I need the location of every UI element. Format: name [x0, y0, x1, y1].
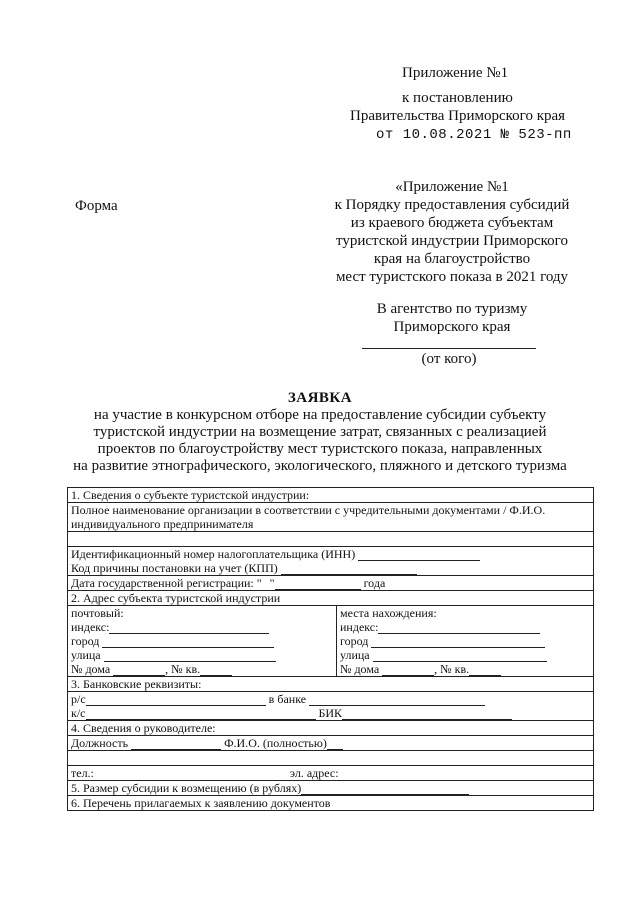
addressee-line1: В агентство по туризму	[376, 301, 528, 317]
in-bank-label: в банке	[268, 692, 307, 706]
postal-house-label: № дома	[71, 662, 111, 676]
appendix2-line1: «Приложение №1	[395, 179, 509, 195]
kpp-row[interactable]	[71, 561, 590, 575]
subtitle-line3: проектов по благоустройству мест туристского показа, направленных	[97, 441, 543, 457]
location-label: места нахождения:	[340, 606, 437, 620]
location-city-field[interactable]	[371, 635, 545, 648]
ids-cell	[68, 547, 594, 576]
org-name-value[interactable]	[68, 532, 594, 547]
postal-city-field[interactable]	[102, 635, 274, 648]
section-4-heading: 4. Сведения о руководителе:	[68, 721, 594, 736]
postal-label: почтовый:	[71, 606, 124, 620]
application-form-table	[67, 487, 594, 811]
contacts-row[interactable]	[68, 766, 594, 781]
position-row[interactable]	[68, 736, 594, 751]
position-field[interactable]	[131, 737, 221, 750]
postal-city-label: город	[71, 634, 100, 648]
document-title: ЗАЯВКА	[287, 390, 353, 406]
bank-cell	[68, 692, 594, 721]
postal-apt-label: , № кв.	[165, 662, 201, 676]
postal-index-field[interactable]	[109, 621, 269, 634]
fio-field[interactable]	[327, 737, 343, 750]
position-label: Должность	[71, 736, 129, 750]
addressee-line2: Приморского края	[393, 319, 511, 335]
bik-field[interactable]	[342, 707, 512, 720]
postal-apt-field[interactable]	[200, 663, 232, 676]
rs-field[interactable]	[86, 693, 266, 706]
section-2-heading: 2. Адрес субъекта туристской индустрии	[68, 591, 594, 606]
from-whom-line	[362, 348, 536, 349]
section-3-heading: 3. Банковские реквизиты:	[68, 677, 594, 692]
reg-date-year: года	[363, 576, 386, 590]
reg-date-quote: "	[269, 576, 275, 590]
location-house-label: № дома	[340, 662, 380, 676]
location-address-cell	[337, 606, 594, 677]
appendix-label: Приложение №1	[402, 65, 509, 81]
location-apt-field[interactable]	[469, 663, 501, 676]
reg-date-label: Дата государственной регистрации: "	[71, 576, 262, 590]
section-1-heading: 1. Сведения о субъекте туристской индустрии:	[68, 488, 594, 503]
government-label: Правительства Приморского края	[350, 108, 566, 124]
postal-address-cell	[68, 606, 337, 677]
subtitle-line1: на участие в конкурсном отборе на предоставление субсидии субъекту	[93, 407, 547, 423]
phone-label: тел.:	[71, 766, 94, 780]
ks-label: к/с	[71, 706, 86, 720]
kpp-label: Код причины постановки на учет (КПП)	[71, 561, 278, 575]
location-apt-label: , № кв.	[434, 662, 470, 676]
bank-name-field[interactable]	[309, 693, 485, 706]
location-street-label: улица	[340, 648, 370, 662]
bik-label: БИК	[318, 706, 343, 720]
org-name-label-1: Полное наименование организации в соответствии с учредительными документами / Ф.И.О.	[71, 503, 546, 517]
location-index-field[interactable]	[378, 621, 540, 634]
fio-label: Ф.И.О. (полностью)	[224, 736, 327, 750]
subsidy-amount-field[interactable]	[301, 782, 469, 795]
from-whom-label: (от кого)	[421, 351, 477, 367]
form-label: Форма	[75, 198, 118, 214]
postal-house-field[interactable]	[113, 663, 165, 676]
inn-row[interactable]	[71, 547, 590, 561]
section-5-heading: 5. Размер субсидии к возмещению (в рублях)	[71, 781, 302, 795]
reg-date-row[interactable]	[68, 576, 594, 591]
inn-field[interactable]	[358, 548, 480, 561]
rs-label: р/с	[71, 692, 86, 706]
kpp-field[interactable]	[281, 562, 417, 575]
appendix2-line4: туристской индустрии Приморского	[336, 233, 568, 249]
section-6-heading: 6. Перечень прилагаемых к заявлению документов	[68, 796, 594, 811]
reg-date-month-field[interactable]	[275, 577, 361, 590]
appendix2-line2: к Порядку предоставления субсидий	[334, 197, 570, 213]
appendix2-line3: из краевого бюджета субъектам	[350, 215, 554, 231]
email-label: эл. адрес:	[289, 766, 339, 780]
location-city-label: город	[340, 634, 369, 648]
location-index-label: индекс:	[340, 620, 379, 634]
inn-label: Идентификационный номер налогоплательщика (ИНН)	[71, 547, 356, 561]
postal-street-label: улица	[71, 648, 101, 662]
org-name-label-2: индивидуального предпринимателя	[71, 517, 254, 531]
subtitle-line4: на развитие этнографического, экологического, пляжного и детского туризма	[73, 458, 567, 474]
leader-empty-row[interactable]	[68, 751, 594, 766]
location-house-field[interactable]	[382, 663, 434, 676]
appendix2-line5: края на благоустройство	[373, 251, 531, 267]
section-5-row[interactable]	[68, 781, 594, 796]
postal-street-field[interactable]	[104, 649, 276, 662]
appendix2-line6: мест туристского показа в 2021 году	[335, 269, 569, 285]
subtitle-line2: туристской индустрии на возмещение затрат, связанных с реализацией	[93, 424, 547, 440]
org-name-cell	[68, 503, 594, 532]
location-street-field[interactable]	[373, 649, 547, 662]
postal-index-label: индекс:	[71, 620, 110, 634]
to-resolution-label: к постановлению	[402, 90, 513, 106]
ks-field[interactable]	[86, 707, 316, 720]
resolution-date: от 10.08.2021 № 523-пп	[376, 127, 572, 143]
